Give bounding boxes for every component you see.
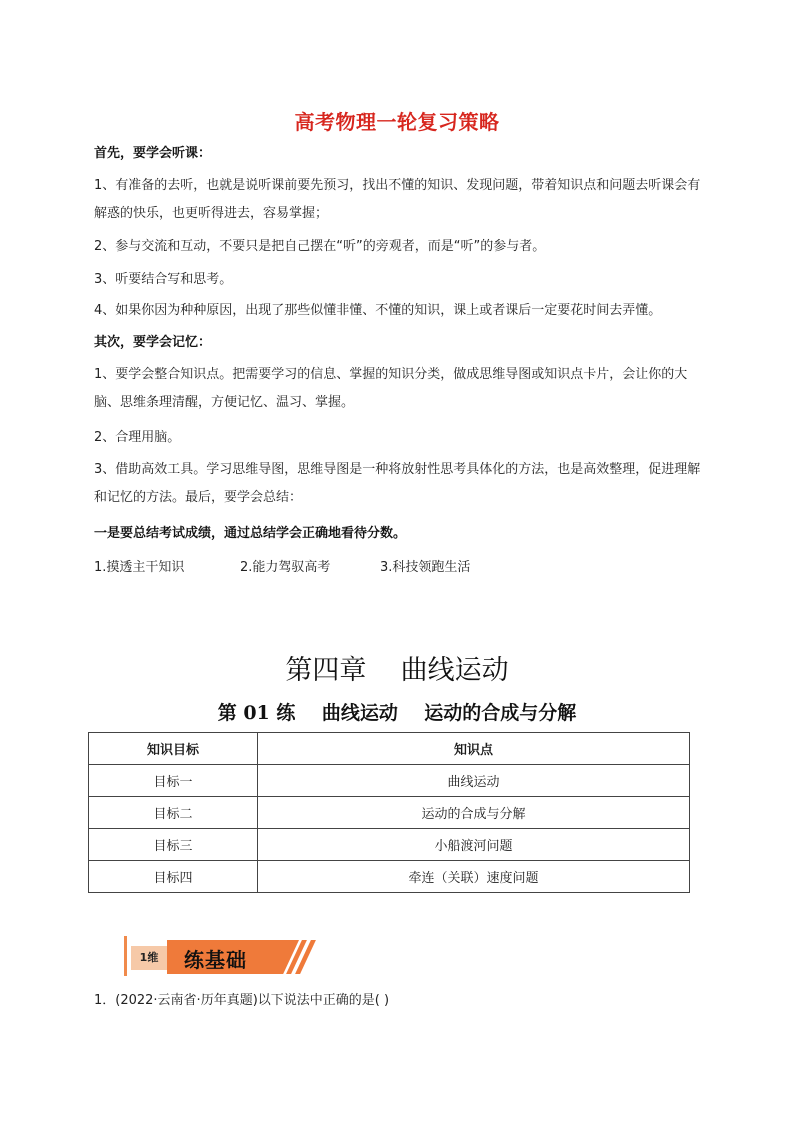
- table-cell: 目标一: [89, 765, 258, 797]
- heading-memory: 其次，要学会记忆：: [94, 335, 212, 350]
- tip-item: 3.科技领跑生活: [380, 560, 471, 575]
- table-cell: 目标三: [89, 829, 258, 861]
- table-cell: 曲线运动: [258, 765, 690, 797]
- tip-item: 2.能力驾驭高考: [240, 560, 331, 575]
- heading-listening: 首先，要学会听课：: [94, 146, 212, 161]
- memory-item-3: 3、借助高效工具。学习思维导图，思维导图是一种将放射性思考具体化的方法，也是高效整理，促进理解和记忆的方法。最后，要学会总结：: [94, 462, 701, 505]
- badge-tag: 1维: [131, 946, 167, 970]
- memory-item-2: 2、合理用脑。: [94, 430, 181, 445]
- table-cell: 小船渡河问题: [258, 829, 690, 861]
- section-badge: [124, 932, 324, 982]
- table-row: [89, 797, 690, 829]
- strategy-title: 高考物理一轮复习策略: [294, 110, 500, 134]
- table-cell: 目标四: [89, 861, 258, 893]
- question-1: 1．(2022·云南省·历年真题)以下说法中正确的是( ): [94, 993, 390, 1008]
- listening-item-3: 3、听要结合写和思考。: [94, 272, 233, 287]
- badge-label: 练基础: [184, 948, 247, 972]
- table-header: 知识点: [258, 733, 690, 765]
- table-row: [89, 829, 690, 861]
- listening-item-1: 1、有准备的去听，也就是说听课前要先预习，找出不懂的知识、发现问题，带着知识点和问题去听课会有解惑的快乐，也更听得进去，容易掌握；: [94, 178, 701, 221]
- tips-row: [94, 556, 470, 575]
- table-row: [89, 765, 690, 797]
- listening-item-4: 4、如果你因为种种原因，出现了那些似懂非懂、不懂的知识，课上或者课后一定要花时间去弄懂。: [94, 303, 662, 318]
- chapter-title: 第四章 曲线运动: [285, 655, 509, 686]
- badge-accent-bar: [124, 936, 127, 976]
- tip-item: 1.摸透主干知识: [94, 560, 185, 575]
- listening-item-2: 2、参与交流和互动，不要只是把自己摆在“听”的旁观者，而是“听”的参与者。: [94, 239, 546, 254]
- memory-item-1: 1、要学会整合知识点。把需要学习的信息、掌握的知识分类，做成思维导图或知识点卡片，会让你的大脑、思维条理清醒，方便记忆、温习、掌握。: [94, 367, 688, 410]
- table-cell: 牵连（关联）速度问题: [258, 861, 690, 893]
- table-header: 知识目标: [89, 733, 258, 765]
- table-header-row: [89, 733, 690, 765]
- table-row: [89, 861, 690, 893]
- section-title: 第 01 练 曲线运动 运动的合成与分解: [217, 702, 577, 724]
- summary-line: 一是要总结考试成绩，通过总结学会正确地看待分数。: [94, 526, 407, 541]
- table-cell: 运动的合成与分解: [258, 797, 690, 829]
- table-cell: 目标二: [89, 797, 258, 829]
- goals-table: [88, 732, 690, 893]
